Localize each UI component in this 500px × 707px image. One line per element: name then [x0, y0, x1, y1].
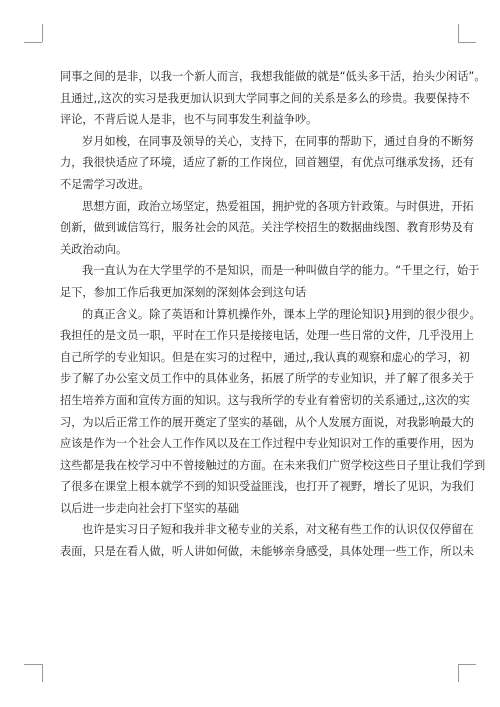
text-line: 以后进一步走向社会打下坚实的基础 [60, 501, 240, 515]
text-line: 这些都是我在校学习中不曾接触过的方面。在未来我们广贸学校这些日子里让我们学到 [60, 458, 486, 472]
text-line: 同事之间的是非，以我一个新人而言，我想我能做的就是“低头多干活，抬头少闲话”。 [60, 70, 486, 83]
text-line: 我一直认为在大学里学的不是知识，而是一种叫做自学的能力。“千里之行，始于 [82, 264, 480, 278]
text-line: 步了解了办公室文员工作中的具体业务，拓展了所学的专业知识，并了解了很多关于 [60, 372, 474, 386]
crop-mark-top-right-v [458, 24, 459, 42]
text-line: 也许是实习日子短和我并非文秘专业的关系，对文秘有些工作的认识仅仅停留在 [82, 523, 474, 537]
text-line: 关政治动向。 [60, 242, 128, 256]
text-line: 评论，不背后说人是非，也不与同事发生利益争吵。 [60, 113, 318, 127]
text-line: 应该是作为一个社会人工作作风以及在工作过程中专业知识对工作的重要作用，因为 [60, 437, 474, 451]
text-line: 我担任的是文员一职，平时在工作只是接接电话，处理一些日常的文件，几乎没用上 [60, 329, 474, 343]
crop-mark-bottom-left-v [42, 664, 43, 682]
text-line: 招生培养方面和宣传方面的知识。这与我所学的专业有着密切的关系通过,,这次的实 [60, 393, 470, 407]
text-line: 习，为以后正常工作的展开奠定了坚实的基础，从个人发展方面说，对我影响最大的 [60, 415, 474, 429]
text-line: 自己所学的专业知识。但是在实习的过程中，通过,,我认真的观察和虚心的学习，初 [60, 350, 470, 364]
crop-mark-bottom-left-h [24, 664, 42, 665]
text-line: 足下，参加工作后我更加深刻的深刻体会到这句话 [60, 285, 307, 299]
text-line: 创新，做到诚信笃行，服务社会的风范。关注学校招生的数据曲线图、教育形势及有 [60, 221, 474, 235]
text-line: 思想方面，政治立场坚定，热爱祖国，拥护党的各项方针政策。与时俱进，开拓 [82, 199, 474, 213]
crop-mark-bottom-right-v [458, 664, 459, 682]
text-line: 力，我很快适应了环境，适应了新的工作岗位，回首翘望，有优点可继承发扬，还有 [60, 156, 474, 170]
text-line: 了很多在课堂上根本就学不到的知识受益匪浅，也打开了视野，增长了见识，为我们 [60, 480, 474, 494]
text-line: 岁月如梭，在同事及领导的关心，支持下，在同事的帮助下，通过自身的不断努 [82, 134, 474, 148]
text-line: 的真正含义。除了英语和计算机操作外，课本上学的理论知识}用到的很少很少。 [82, 307, 481, 321]
text-line: 表面，只是在看人做，听人讲如何做，未能够亲身感受，具体处理一些工作，所以未 [60, 545, 474, 559]
document-body [60, 66, 486, 563]
crop-mark-top-left-h [24, 42, 42, 43]
crop-mark-bottom-right-h [458, 664, 476, 665]
text-line: 且通过,,这次的实习是我更加认识到大学同事之间的关系是多么的珍贵。我要保持不 [60, 91, 470, 105]
text-line: 不足需学习改进。 [60, 177, 150, 191]
crop-mark-top-right-h [458, 42, 476, 43]
crop-mark-top-left-v [42, 24, 43, 42]
